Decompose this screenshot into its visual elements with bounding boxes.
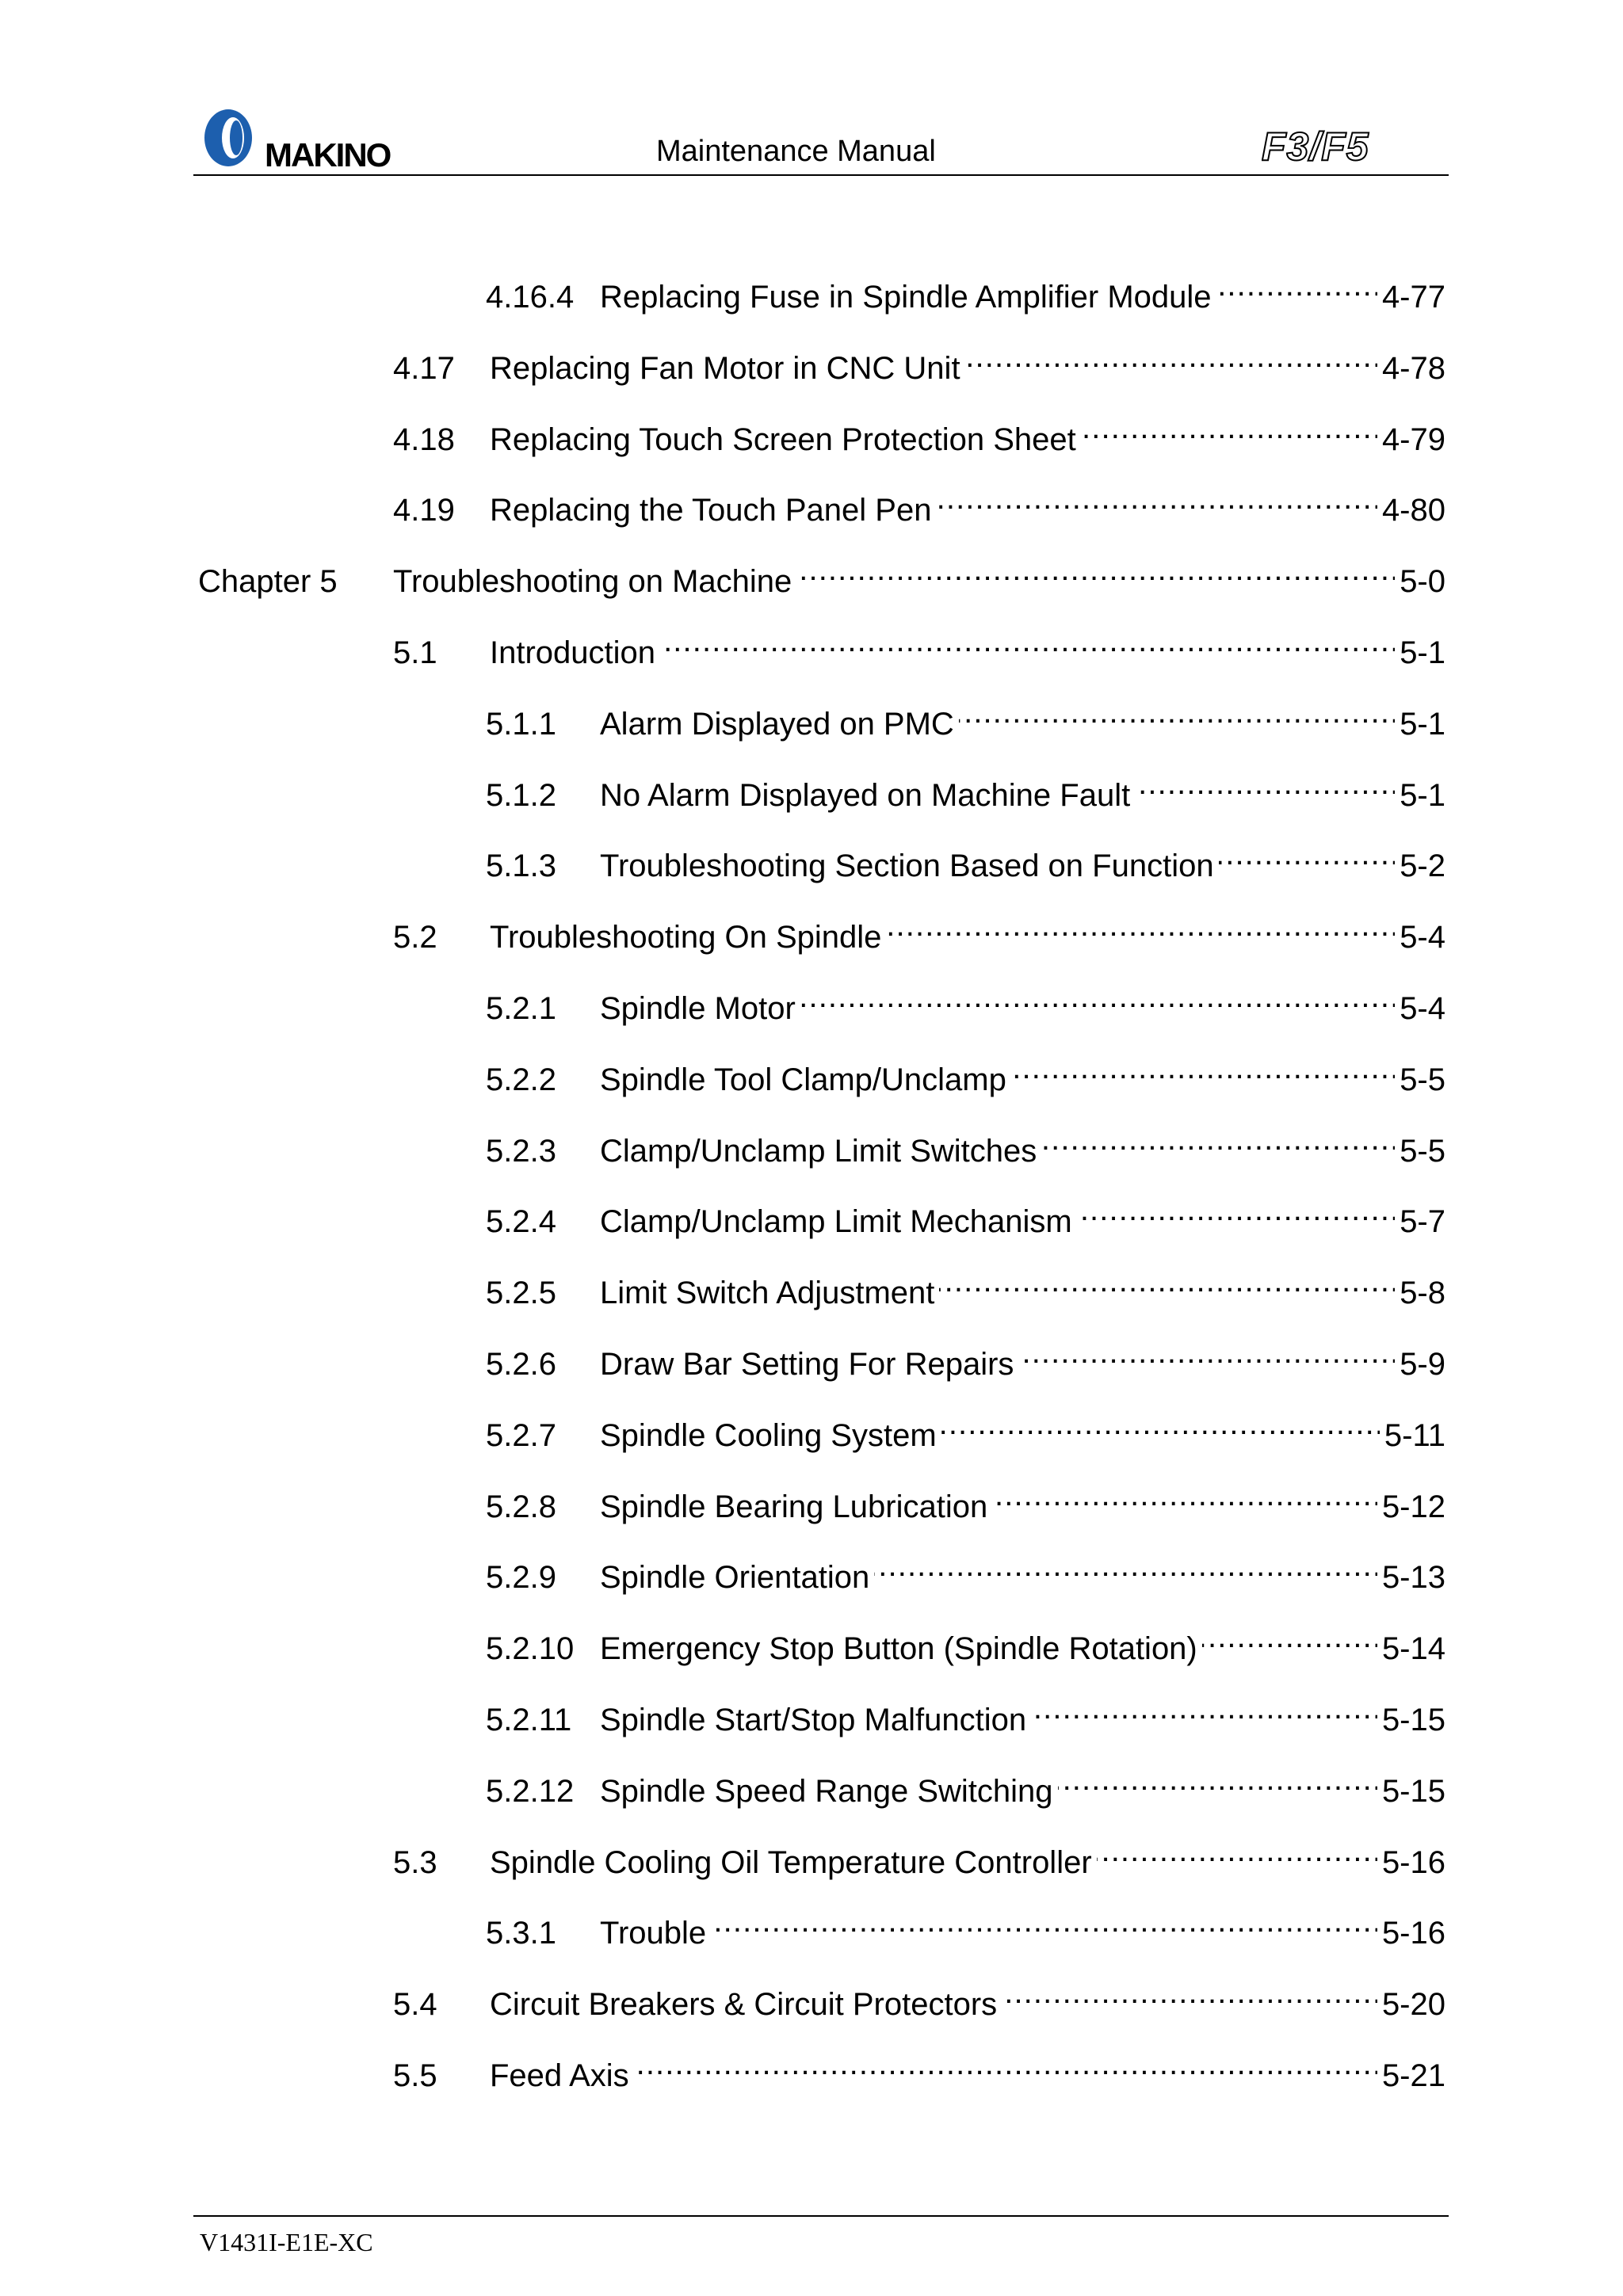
toc-entry-title: Replacing Fuse in Spindle Amplifier Module [600, 280, 1212, 315]
dot-leader [634, 2042, 1377, 2086]
toc-entry-number: 5.3 [393, 1845, 437, 1880]
toc-entry-page: 5-4 [1400, 920, 1445, 955]
toc-entry-number: 5.2.3 [486, 1134, 556, 1169]
toc-entry[interactable] [486, 1117, 1445, 1169]
toc-entry-number: 5.2 [393, 920, 437, 955]
toc-entry-page: 5-20 [1381, 1987, 1445, 2022]
toc-entry-number: 5.2.10 [486, 1631, 575, 1666]
dot-leader [711, 1899, 1377, 1943]
toc-entry-number: 5.2.6 [486, 1347, 556, 1382]
toc-entry-title: Replacing the Touch Panel Pen [490, 493, 932, 528]
toc-entry-page: 5-1 [1400, 707, 1445, 742]
toc-entry[interactable] [486, 1757, 1445, 1809]
toc-entry-title: Spindle Motor [600, 991, 796, 1026]
toc-entry-page: 5-1 [1400, 778, 1445, 813]
toc-entry-page: 4-78 [1381, 351, 1445, 386]
toc-entry-page: 5-12 [1381, 1489, 1445, 1524]
toc-entry-page: 5-16 [1381, 1845, 1445, 1880]
dot-leader [939, 1259, 1395, 1303]
dot-leader [992, 1473, 1377, 1517]
toc-entry[interactable] [486, 1046, 1445, 1097]
toc-entry[interactable] [486, 690, 1445, 742]
toc-entry[interactable] [393, 2042, 1445, 2093]
toc-entry-number: 5.3.1 [486, 1916, 556, 1951]
toc-entry-title: Draw Bar Setting For Repairs [600, 1347, 1014, 1382]
dot-leader [796, 547, 1395, 592]
toc-entry[interactable] [486, 1615, 1445, 1666]
toc-entry-number: 4.19 [393, 493, 455, 528]
toc-entry[interactable] [486, 1402, 1445, 1453]
dot-leader [936, 476, 1377, 521]
toc-entry-number: 5.2.2 [486, 1062, 556, 1097]
toc-entry[interactable] [486, 1473, 1445, 1524]
toc-entry-page: 5-13 [1381, 1560, 1445, 1595]
toc-entry-page: 5-15 [1381, 1774, 1445, 1809]
toc-entry-page: 5-9 [1400, 1347, 1445, 1382]
toc-entry-title: Feed Axis [490, 2058, 629, 2093]
toc-entry-page: 4-80 [1381, 493, 1445, 528]
document-title: Maintenance Manual [656, 135, 936, 168]
toc-entry-title: Introduction [490, 635, 656, 670]
toc-entry-number: 5.2.11 [486, 1703, 572, 1737]
toc-entry-title: Clamp/Unclamp Limit Switches [600, 1134, 1037, 1169]
toc-entry[interactable] [393, 406, 1445, 457]
toc-entry-page: 4-77 [1381, 280, 1445, 315]
toc-entry-number: 5.1.3 [486, 849, 556, 883]
toc-entry-page: 5-11 [1384, 1418, 1445, 1453]
toc-entry-title: Circuit Breakers & Circuit Protectors [490, 1987, 998, 2022]
toc-entry-page: 5-16 [1381, 1916, 1445, 1951]
dot-leader [1011, 1046, 1395, 1090]
toc-entry-title: Spindle Tool Clamp/Unclamp [600, 1062, 1006, 1097]
toc-entry-title: Alarm Displayed on PMC [600, 707, 954, 742]
toc-entry[interactable] [486, 1543, 1445, 1595]
dot-leader [1018, 1330, 1395, 1375]
toc-entry-page: 5-15 [1381, 1703, 1445, 1737]
toc-entry-page: 4-79 [1381, 422, 1445, 457]
toc-entry-title: Trouble [600, 1916, 707, 1951]
dot-leader [1077, 1188, 1395, 1232]
toc-entry-page: 5-5 [1400, 1134, 1445, 1169]
dot-leader [959, 690, 1395, 734]
toc-entry-title: Spindle Bearing Lubrication [600, 1489, 988, 1524]
toc-entry-title: Troubleshooting on Machine [393, 564, 792, 599]
dot-leader [886, 903, 1395, 948]
toc-entry-title: Clamp/Unclamp Limit Mechanism [600, 1204, 1072, 1239]
dot-leader [1058, 1757, 1377, 1802]
toc-entry-page: 5-8 [1400, 1276, 1445, 1310]
toc-entry-page: 5-0 [1400, 564, 1445, 599]
toc-entry-title: Troubleshooting Section Based on Function [600, 849, 1214, 883]
dot-leader [800, 974, 1395, 1019]
toc-entry-page: 5-7 [1400, 1204, 1445, 1239]
logo-text: MAKINO [265, 136, 391, 174]
toc-entry-number: 5.2.4 [486, 1204, 556, 1239]
toc-entry-page: 5-2 [1400, 849, 1445, 883]
toc-entry-title: Emergency Stop Button (Spindle Rotation) [600, 1631, 1197, 1666]
dot-leader [1219, 832, 1396, 876]
toc-entry-title: Spindle Start/Stop Malfunction [600, 1703, 1027, 1737]
toc-entry-number: 4.18 [393, 422, 455, 457]
toc-entry-title: No Alarm Displayed on Machine Fault [600, 778, 1131, 813]
toc-entry-title: Spindle Orientation [600, 1560, 870, 1595]
toc-entry-number: 5.1.2 [486, 778, 556, 813]
toc-entry-title: Spindle Cooling Oil Temperature Controller [490, 1845, 1092, 1880]
toc-entry-page: 5-21 [1381, 2058, 1445, 2093]
toc-entry-number: 4.16.4 [486, 280, 575, 315]
toc-entry[interactable] [486, 832, 1445, 883]
toc-entry-number: 5.2.5 [486, 1276, 556, 1310]
toc-entry-page: 5-4 [1400, 991, 1445, 1026]
toc-entry-number: 4.17 [393, 351, 455, 386]
model-text: F3/F5 [1262, 125, 1369, 165]
toc-entry[interactable] [486, 761, 1445, 813]
toc-entry[interactable] [486, 1188, 1445, 1239]
toc-entry[interactable] [393, 1829, 1445, 1880]
toc-entry-title: Limit Switch Adjustment [600, 1276, 935, 1310]
toc-entry[interactable] [486, 1259, 1445, 1310]
toc-entry[interactable] [393, 619, 1445, 670]
toc-entry[interactable] [486, 1686, 1445, 1737]
dot-leader [1031, 1686, 1377, 1730]
toc-entry-number: 5.5 [393, 2058, 437, 2093]
dot-leader [941, 1402, 1380, 1446]
toc-entry[interactable] [393, 903, 1445, 955]
toc-entry-title: Spindle Cooling System [600, 1418, 937, 1453]
toc-entry[interactable] [393, 476, 1445, 528]
dot-leader [874, 1543, 1377, 1588]
toc-entry-number: 5.2.1 [486, 991, 556, 1026]
dot-leader [1041, 1117, 1395, 1161]
toc-entry-page: 5-14 [1381, 1631, 1445, 1666]
toc-entry-title: Troubleshooting On Spindle [490, 920, 882, 955]
dot-leader [965, 334, 1377, 379]
toc-entry-number: 5.4 [393, 1987, 437, 2022]
toc-entry[interactable] [486, 1899, 1445, 1951]
dot-leader [1216, 263, 1377, 307]
toc-entry[interactable] [393, 334, 1445, 386]
toc-entry-number: 5.2.8 [486, 1489, 556, 1524]
toc-entry-page: 5-5 [1400, 1062, 1445, 1097]
toc-entry-number: 5.1.1 [486, 707, 556, 742]
dot-leader [1002, 1970, 1377, 2015]
toc-entry-title: Spindle Speed Range Switching [600, 1774, 1053, 1809]
toc-entry[interactable] [486, 263, 1445, 315]
toc-entry-title: Replacing Touch Screen Protection Sheet [490, 422, 1076, 457]
dot-leader [660, 619, 1395, 663]
dot-leader [1135, 761, 1395, 806]
toc-entry-title: Replacing Fan Motor in CNC Unit [490, 351, 960, 386]
toc-entry[interactable] [486, 1330, 1445, 1382]
toc-entry[interactable] [198, 547, 1445, 599]
toc-entry-number: 5.2.12 [486, 1774, 575, 1809]
toc-entry[interactable] [393, 1970, 1445, 2022]
toc-entry-number: 5.2.7 [486, 1418, 556, 1453]
toc-entry-page: 5-1 [1400, 635, 1445, 670]
toc-entry[interactable] [486, 974, 1445, 1026]
toc-entry-number: Chapter 5 [198, 564, 338, 599]
toc-entry-number: 5.1 [393, 635, 437, 670]
toc-entry-number: 5.2.9 [486, 1560, 556, 1595]
page-footer [193, 2215, 1449, 2256]
document-code: V1431I-E1E-XC [200, 2228, 373, 2256]
dot-leader [1097, 1829, 1377, 1873]
dot-leader [1202, 1615, 1377, 1659]
dot-leader [1081, 406, 1377, 450]
